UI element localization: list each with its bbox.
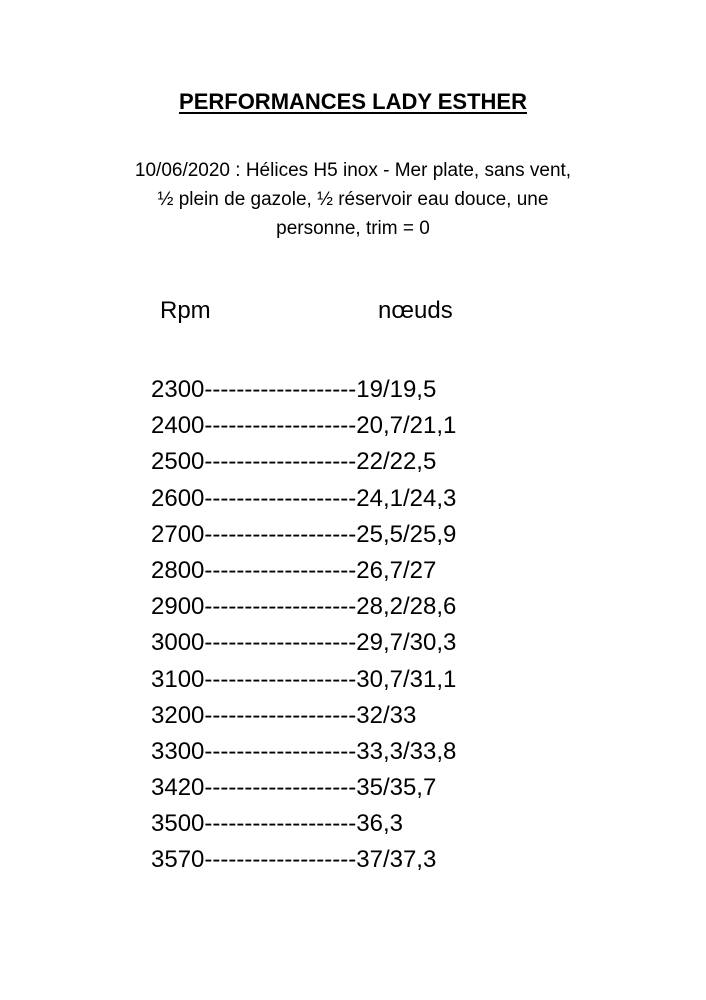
performance-row xyxy=(151,770,456,806)
performance-row xyxy=(151,806,456,842)
performance-row xyxy=(151,517,456,553)
row-separator: ------------------- xyxy=(204,774,357,802)
row-separator: ------------------- xyxy=(204,846,357,874)
performance-list xyxy=(151,372,456,879)
knots-value: 28,2/28,6 xyxy=(356,593,457,621)
row-separator: ------------------- xyxy=(204,556,357,584)
rpm-value: 2700 xyxy=(151,520,205,548)
knots-value: 24,1/24,3 xyxy=(356,484,457,512)
row-separator: ------------------- xyxy=(204,629,357,657)
knots-column-header: nœuds xyxy=(378,297,453,324)
knots-value: 26,7/27 xyxy=(356,556,437,584)
conditions-line: 10/06/2020 : Hélices H5 inox - Mer plate, sans vent, xyxy=(134,160,572,181)
performance-row xyxy=(151,444,456,480)
performance-row xyxy=(151,842,456,878)
row-separator: ------------------- xyxy=(204,593,357,621)
rpm-value: 3100 xyxy=(151,665,205,693)
knots-value: 36,3 xyxy=(356,810,403,838)
row-separator: ------------------- xyxy=(204,376,357,403)
row-separator: ------------------- xyxy=(204,665,357,693)
knots-value: 37/37,3 xyxy=(356,846,437,874)
knots-value: 29,7/30,3 xyxy=(356,629,457,657)
row-separator: ------------------- xyxy=(204,520,357,548)
knots-value: 30,7/31,1 xyxy=(356,665,457,693)
performance-row xyxy=(151,698,456,734)
rpm-value: 3570 xyxy=(151,846,205,874)
conditions-line: ½ plein de gazole, ½ réservoir eau douce, une xyxy=(157,189,549,210)
rpm-column-header: Rpm xyxy=(160,297,211,324)
row-separator: ------------------- xyxy=(204,484,357,512)
knots-value: 32/33 xyxy=(356,701,417,729)
rpm-value: 3000 xyxy=(151,629,205,657)
performance-row xyxy=(151,662,456,698)
performance-row xyxy=(151,553,456,589)
rpm-value: 2600 xyxy=(151,484,205,512)
knots-value: 20,7/21,1 xyxy=(356,412,457,440)
row-separator: ------------------- xyxy=(204,810,357,838)
row-separator: ------------------- xyxy=(204,701,357,729)
conditions-line: personne, trim = 0 xyxy=(276,218,430,239)
knots-value: 25,5/25,9 xyxy=(356,520,457,548)
rpm-value: 2400 xyxy=(151,412,205,440)
knots-value: 19/19,5 xyxy=(356,376,437,403)
rpm-value: 2300 xyxy=(151,376,205,403)
performance-row xyxy=(151,481,456,517)
rpm-value: 3420 xyxy=(151,774,205,802)
rpm-value: 2500 xyxy=(151,448,205,476)
performance-row xyxy=(151,408,456,444)
rpm-value: 3500 xyxy=(151,810,205,838)
performance-row xyxy=(151,734,456,770)
test-conditions xyxy=(83,156,623,243)
row-separator: ------------------- xyxy=(204,412,357,440)
row-separator: ------------------- xyxy=(204,737,357,765)
rpm-value: 3200 xyxy=(151,701,205,729)
knots-value: 33,3/33,8 xyxy=(356,737,457,765)
rpm-value: 2800 xyxy=(151,556,205,584)
performance-row xyxy=(151,625,456,661)
document-title: PERFORMANCES LADY ESTHER xyxy=(179,89,527,114)
performance-row xyxy=(151,372,456,408)
performance-row xyxy=(151,589,456,625)
knots-value: 35/35,7 xyxy=(356,774,437,802)
knots-value: 22/22,5 xyxy=(356,448,437,476)
row-separator: ------------------- xyxy=(204,448,357,476)
rpm-value: 3300 xyxy=(151,737,205,765)
rpm-value: 2900 xyxy=(151,593,205,621)
